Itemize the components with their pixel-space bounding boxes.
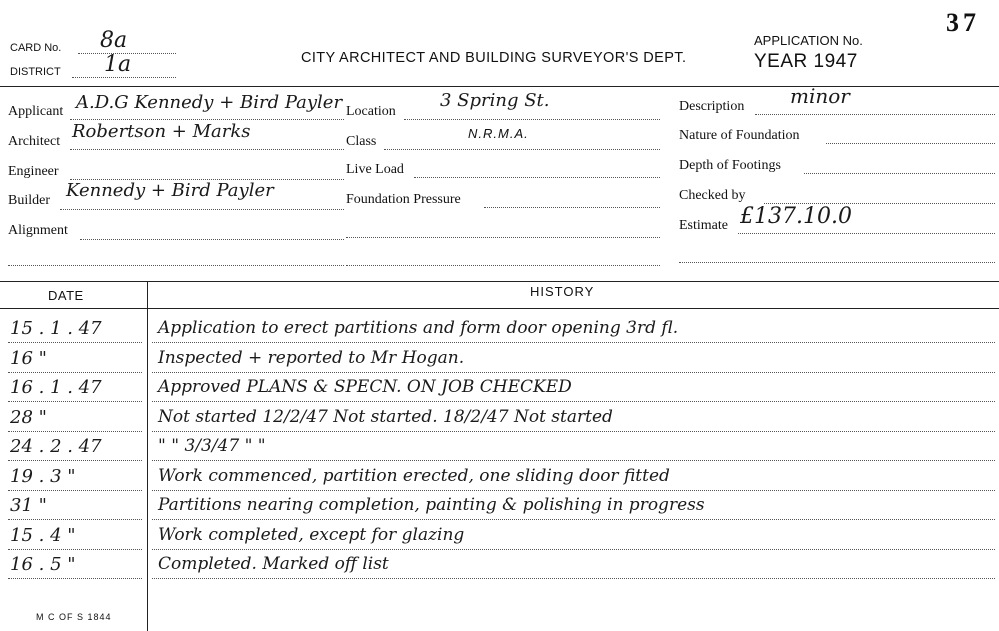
history-entry: Partitions nearing completion, painting & polishing in progress	[158, 495, 705, 515]
class-value: N.R.M.A.	[468, 126, 529, 141]
date-rule	[8, 460, 142, 461]
history-entry: Work completed, except for glazing	[158, 525, 465, 545]
architect-label: Architect	[8, 134, 61, 149]
history-entry: Not started 12/2/47 Not started. 18/2/47 Not started	[158, 407, 613, 427]
architect-value: Robertson + Marks	[72, 121, 251, 142]
history-rule	[152, 460, 995, 461]
table-header-rule	[0, 308, 999, 309]
date-rule	[8, 372, 142, 373]
history-date: 19 . 3 "	[10, 466, 76, 487]
date-rule	[8, 490, 142, 491]
history-entry: Inspected + reported to Mr Hogan.	[158, 348, 465, 368]
history-rule	[152, 490, 995, 491]
class-label: Class	[346, 134, 377, 149]
history-date: 16 . 5 "	[10, 554, 76, 575]
depth-of-footings-label: Depth of Footings	[679, 158, 781, 173]
nature-of-foundation-label: Nature of Foundation	[679, 128, 800, 143]
history-header: HISTORY	[530, 284, 595, 299]
district-label: DISTRICT	[10, 66, 61, 78]
history-date: 15 . 1 . 47	[10, 318, 102, 339]
application-no-label: APPLICATION No.	[754, 33, 863, 48]
description-value: minor	[790, 84, 850, 108]
checked-by-label: Checked by	[679, 188, 746, 203]
date-rule	[8, 549, 142, 550]
date-header: DATE	[48, 288, 84, 303]
history-rule	[152, 401, 995, 402]
history-entry: " " 3/3/47 " "	[158, 436, 266, 456]
card-no-value: 8a	[100, 28, 128, 53]
history-rule	[152, 549, 995, 550]
department-title: CITY ARCHITECT AND BUILDING SURVEYOR'S DEPT.	[301, 50, 687, 66]
engineer-label: Engineer	[8, 164, 59, 179]
live-load-label: Live Load	[346, 162, 404, 177]
history-entry: Application to erect partitions and form door opening 3rd fl.	[158, 318, 679, 338]
builder-label: Builder	[8, 193, 50, 208]
applicant-label: Applicant	[8, 104, 64, 119]
estimate-value: £137.10.0	[740, 204, 852, 229]
date-rule	[8, 431, 142, 432]
history-date: 15 . 4 "	[10, 525, 76, 546]
table-top-rule	[0, 281, 999, 282]
builder-value: Kennedy + Bird Payler	[66, 180, 274, 201]
history-entry: Completed. Marked off list	[158, 554, 389, 574]
district-value: 1a	[104, 52, 132, 77]
date-rule	[8, 401, 142, 402]
card-no-label: CARD No.	[10, 42, 62, 54]
estimate-label: Estimate	[679, 218, 728, 233]
district-line	[72, 77, 176, 78]
form-code: M C OF S 1844	[36, 612, 112, 622]
history-entry: Work commenced, partition erected, one sliding door fitted	[158, 466, 670, 486]
page-number: 37	[946, 8, 980, 37]
year-label: YEAR 1947	[754, 51, 858, 72]
history-rule	[152, 431, 995, 432]
applicant-value: A.D.G Kennedy + Bird Payler	[76, 92, 343, 113]
history-date: 16 "	[10, 348, 47, 369]
date-rule	[8, 578, 142, 579]
history-date: 24 . 2 . 47	[10, 436, 102, 457]
date-rule	[8, 342, 142, 343]
location-label: Location	[346, 104, 396, 119]
location-value: 3 Spring St.	[440, 90, 550, 111]
history-date: 16 . 1 . 47	[10, 377, 102, 398]
description-label: Description	[679, 99, 745, 114]
history-date: 31 "	[10, 495, 47, 516]
history-rule	[152, 372, 995, 373]
table-column-divider	[147, 281, 148, 631]
foundation-pressure-label: Foundation Pressure	[346, 192, 461, 207]
date-rule	[8, 519, 142, 520]
history-rule	[152, 578, 995, 579]
history-rule	[152, 519, 995, 520]
alignment-label: Alignment	[8, 223, 68, 238]
history-rule	[152, 342, 995, 343]
history-date: 28 "	[10, 407, 47, 428]
history-entry: Approved PLANS & SPECN. ON JOB CHECKED	[158, 377, 572, 397]
